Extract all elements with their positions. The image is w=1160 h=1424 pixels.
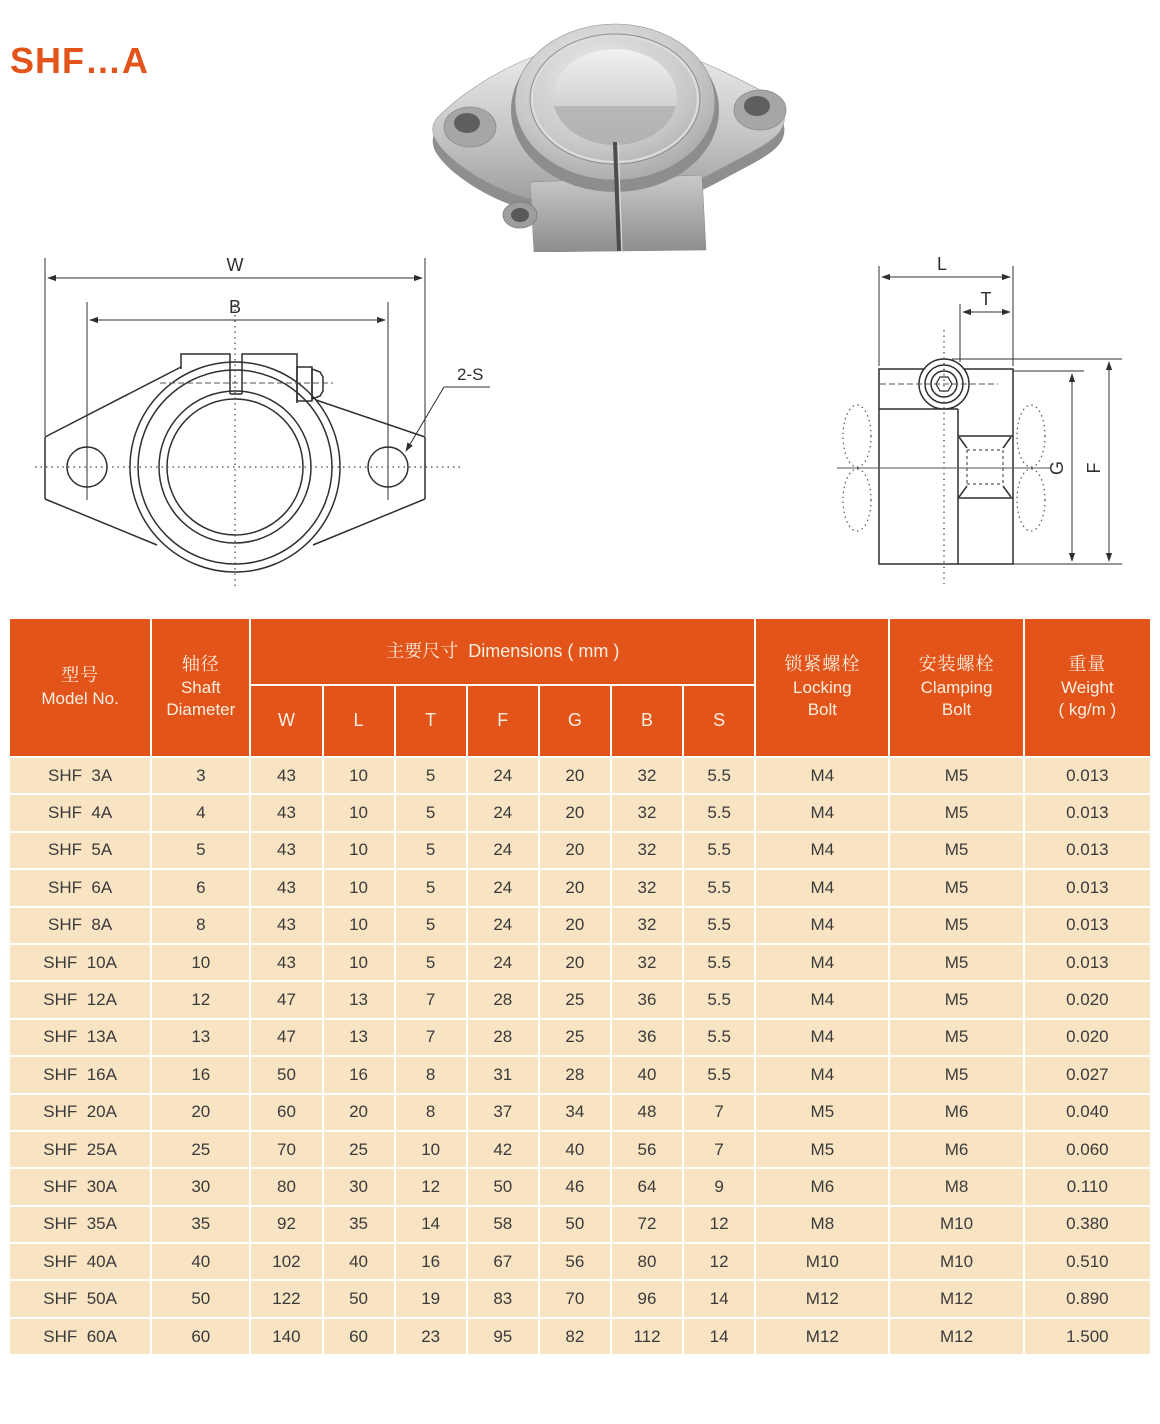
value-cell: M4 — [755, 757, 889, 794]
value-cell: 3 — [151, 757, 250, 794]
value-cell: 5 — [151, 832, 250, 869]
model-cell: SHF 3A — [9, 757, 151, 794]
value-cell: M6 — [755, 1168, 889, 1205]
value-cell: 14 — [395, 1206, 467, 1243]
value-cell: 5.5 — [683, 794, 755, 831]
value-cell: 50 — [250, 1056, 322, 1093]
value-cell: 5 — [395, 832, 467, 869]
value-cell: 8 — [395, 1056, 467, 1093]
value-cell: 5.5 — [683, 907, 755, 944]
value-cell: M5 — [889, 869, 1023, 906]
value-cell: 102 — [250, 1243, 322, 1280]
model-cell: SHF 13A — [9, 1019, 151, 1056]
value-cell: 12 — [395, 1168, 467, 1205]
value-cell: M4 — [755, 907, 889, 944]
model-cell: SHF 35A — [9, 1206, 151, 1243]
model-cell: SHF 40A — [9, 1243, 151, 1280]
col-header-dim-s: S — [683, 685, 755, 757]
value-cell: M5 — [889, 981, 1023, 1018]
value-cell: 43 — [250, 832, 322, 869]
table-row — [9, 1019, 1151, 1056]
value-cell: 0.890 — [1024, 1280, 1151, 1317]
value-cell: 24 — [467, 757, 539, 794]
value-cell: 83 — [467, 1280, 539, 1317]
table-body — [9, 757, 1151, 1355]
value-cell: 56 — [539, 1243, 611, 1280]
value-cell: 5.5 — [683, 757, 755, 794]
value-cell: 12 — [151, 981, 250, 1018]
value-cell: 0.380 — [1024, 1206, 1151, 1243]
value-cell: 0.020 — [1024, 981, 1151, 1018]
model-cell: SHF 25A — [9, 1131, 151, 1168]
shaft-support-part — [433, 24, 786, 252]
value-cell: M5 — [889, 794, 1023, 831]
table-row — [9, 794, 1151, 831]
value-cell: 50 — [323, 1280, 395, 1317]
value-cell: 25 — [151, 1131, 250, 1168]
side-view-drawing — [830, 248, 1160, 592]
value-cell: 50 — [467, 1168, 539, 1205]
value-cell: 6 — [151, 869, 250, 906]
value-cell: M4 — [755, 1056, 889, 1093]
value-cell: 20 — [539, 944, 611, 981]
value-cell: 20 — [539, 907, 611, 944]
value-cell: M5 — [889, 1056, 1023, 1093]
value-cell: 5 — [395, 907, 467, 944]
col-header-dim-g: G — [539, 685, 611, 757]
value-cell: 5.5 — [683, 981, 755, 1018]
col-header-locking-bolt: 锁紧螺栓 Locking Bolt — [755, 618, 889, 757]
value-cell: M4 — [755, 794, 889, 831]
value-cell: 140 — [250, 1318, 322, 1355]
value-cell: 67 — [467, 1243, 539, 1280]
value-cell: 20 — [539, 832, 611, 869]
product-photo — [392, 10, 804, 252]
dim-f-label: F — [1084, 462, 1104, 474]
value-cell: M4 — [755, 869, 889, 906]
value-cell: 0.013 — [1024, 832, 1151, 869]
value-cell: 24 — [467, 907, 539, 944]
table-row — [9, 869, 1151, 906]
value-cell: 80 — [611, 1243, 683, 1280]
value-cell: 47 — [250, 981, 322, 1018]
value-cell: 5.5 — [683, 832, 755, 869]
value-cell: 32 — [611, 757, 683, 794]
value-cell: 24 — [467, 869, 539, 906]
value-cell: 0.013 — [1024, 794, 1151, 831]
value-cell: 28 — [539, 1056, 611, 1093]
value-cell: 7 — [395, 981, 467, 1018]
value-cell: 40 — [611, 1056, 683, 1093]
value-cell: 20 — [539, 794, 611, 831]
model-cell: SHF 10A — [9, 944, 151, 981]
value-cell: 16 — [151, 1056, 250, 1093]
value-cell: 56 — [611, 1131, 683, 1168]
value-cell: 95 — [467, 1318, 539, 1355]
value-cell: 36 — [611, 1019, 683, 1056]
value-cell: 48 — [611, 1094, 683, 1131]
value-cell: 70 — [539, 1280, 611, 1317]
value-cell: 12 — [683, 1206, 755, 1243]
value-cell: 96 — [611, 1280, 683, 1317]
col-header-dimensions-group: 主要尺寸 Dimensions ( mm ) — [250, 618, 755, 685]
value-cell: 70 — [250, 1131, 322, 1168]
value-cell: 20 — [151, 1094, 250, 1131]
col-header-dim-w: W — [250, 685, 322, 757]
value-cell: 0.040 — [1024, 1094, 1151, 1131]
value-cell: 36 — [611, 981, 683, 1018]
value-cell: 40 — [323, 1243, 395, 1280]
table-row — [9, 1094, 1151, 1131]
table-row — [9, 944, 1151, 981]
table-row — [9, 907, 1151, 944]
value-cell: 0.013 — [1024, 944, 1151, 981]
value-cell: M5 — [889, 944, 1023, 981]
model-cell: SHF 5A — [9, 832, 151, 869]
value-cell: 12 — [683, 1243, 755, 1280]
model-cell: SHF 16A — [9, 1056, 151, 1093]
value-cell: 31 — [467, 1056, 539, 1093]
value-cell: M8 — [889, 1168, 1023, 1205]
value-cell: 30 — [151, 1168, 250, 1205]
value-cell: 16 — [395, 1243, 467, 1280]
value-cell: 43 — [250, 907, 322, 944]
value-cell: 58 — [467, 1206, 539, 1243]
value-cell: 10 — [323, 869, 395, 906]
model-cell: SHF 20A — [9, 1094, 151, 1131]
col-header-clamping-bolt: 安装螺栓 Clamping Bolt — [889, 618, 1023, 757]
col-header-dim-l: L — [323, 685, 395, 757]
value-cell: 19 — [395, 1280, 467, 1317]
model-cell: SHF 6A — [9, 869, 151, 906]
value-cell: 0.027 — [1024, 1056, 1151, 1093]
value-cell: 64 — [611, 1168, 683, 1205]
value-cell: 24 — [467, 832, 539, 869]
value-cell: M8 — [755, 1206, 889, 1243]
model-cell: SHF 60A — [9, 1318, 151, 1355]
value-cell: 32 — [611, 794, 683, 831]
value-cell: 13 — [323, 981, 395, 1018]
value-cell: 46 — [539, 1168, 611, 1205]
value-cell: 0.013 — [1024, 869, 1151, 906]
table-row — [9, 1280, 1151, 1317]
table-row — [9, 1131, 1151, 1168]
value-cell: 25 — [539, 1019, 611, 1056]
value-cell: 28 — [467, 981, 539, 1018]
value-cell: 32 — [611, 869, 683, 906]
value-cell: M10 — [889, 1206, 1023, 1243]
value-cell: 92 — [250, 1206, 322, 1243]
dim-g-label: G — [1047, 460, 1067, 476]
value-cell: 60 — [151, 1318, 250, 1355]
value-cell: M12 — [889, 1318, 1023, 1355]
model-cell: SHF 4A — [9, 794, 151, 831]
table-row — [9, 1168, 1151, 1205]
value-cell: 13 — [151, 1019, 250, 1056]
value-cell: M12 — [755, 1280, 889, 1317]
col-header-dim-t: T — [395, 685, 467, 757]
value-cell: 122 — [250, 1280, 322, 1317]
value-cell: 35 — [151, 1206, 250, 1243]
model-cell: SHF 12A — [9, 981, 151, 1018]
value-cell: 0.510 — [1024, 1243, 1151, 1280]
value-cell: 82 — [539, 1318, 611, 1355]
value-cell: 35 — [323, 1206, 395, 1243]
value-cell: 5 — [395, 794, 467, 831]
value-cell: 0.013 — [1024, 907, 1151, 944]
value-cell: 0.060 — [1024, 1131, 1151, 1168]
value-cell: 5 — [395, 944, 467, 981]
value-cell: 5.5 — [683, 944, 755, 981]
value-cell: M4 — [755, 1019, 889, 1056]
value-cell: 72 — [611, 1206, 683, 1243]
model-cell: SHF 30A — [9, 1168, 151, 1205]
value-cell: 60 — [250, 1094, 322, 1131]
value-cell: 25 — [323, 1131, 395, 1168]
dim-w-label: W — [226, 255, 244, 275]
value-cell: 10 — [323, 907, 395, 944]
table-row — [9, 981, 1151, 1018]
value-cell: 24 — [467, 794, 539, 831]
value-cell: 37 — [467, 1094, 539, 1131]
value-cell: 50 — [151, 1280, 250, 1317]
holes-callout: 2-S — [457, 365, 484, 384]
value-cell: M5 — [889, 757, 1023, 794]
col-header-shaft-diameter: 轴径 Shaft Diameter — [151, 618, 250, 757]
value-cell: 112 — [611, 1318, 683, 1355]
page-title: SHF…A — [10, 40, 149, 81]
dim-t-label: T — [980, 289, 992, 309]
value-cell: M5 — [889, 907, 1023, 944]
col-header-dim-f: F — [467, 685, 539, 757]
value-cell: 9 — [683, 1168, 755, 1205]
value-cell: M5 — [889, 1019, 1023, 1056]
value-cell: 8 — [151, 907, 250, 944]
value-cell: M6 — [889, 1131, 1023, 1168]
model-cell: SHF 50A — [9, 1280, 151, 1317]
value-cell: 16 — [323, 1056, 395, 1093]
value-cell: M5 — [755, 1131, 889, 1168]
value-cell: 7 — [683, 1094, 755, 1131]
value-cell: M4 — [755, 832, 889, 869]
value-cell: 43 — [250, 794, 322, 831]
value-cell: 20 — [539, 869, 611, 906]
value-cell: 43 — [250, 944, 322, 981]
value-cell: M10 — [755, 1243, 889, 1280]
value-cell: 0.020 — [1024, 1019, 1151, 1056]
value-cell: 7 — [683, 1131, 755, 1168]
table-row — [9, 1318, 1151, 1355]
value-cell: 80 — [250, 1168, 322, 1205]
value-cell: 42 — [467, 1131, 539, 1168]
value-cell: 13 — [323, 1019, 395, 1056]
value-cell: 5.5 — [683, 1056, 755, 1093]
value-cell: 30 — [323, 1168, 395, 1205]
value-cell: M5 — [755, 1094, 889, 1131]
value-cell: 32 — [611, 907, 683, 944]
value-cell: 0.110 — [1024, 1168, 1151, 1205]
dim-l-label: L — [936, 254, 948, 274]
value-cell: 14 — [683, 1280, 755, 1317]
value-cell: 50 — [539, 1206, 611, 1243]
value-cell: 10 — [323, 794, 395, 831]
value-cell: 34 — [539, 1094, 611, 1131]
value-cell: 5.5 — [683, 869, 755, 906]
value-cell: 25 — [539, 981, 611, 1018]
value-cell: 40 — [151, 1243, 250, 1280]
value-cell: 20 — [539, 757, 611, 794]
value-cell: 7 — [395, 1019, 467, 1056]
value-cell: 47 — [250, 1019, 322, 1056]
value-cell: 24 — [467, 944, 539, 981]
value-cell: 32 — [611, 832, 683, 869]
value-cell: 43 — [250, 757, 322, 794]
value-cell: M10 — [889, 1243, 1023, 1280]
col-header-model: 型号 Model No. — [9, 618, 151, 757]
value-cell: 43 — [250, 869, 322, 906]
value-cell: 40 — [539, 1131, 611, 1168]
value-cell: 10 — [323, 832, 395, 869]
value-cell: 10 — [395, 1131, 467, 1168]
value-cell: 0.013 — [1024, 757, 1151, 794]
table-row — [9, 1206, 1151, 1243]
clamp-right-block — [242, 354, 297, 403]
value-cell: 60 — [323, 1318, 395, 1355]
value-cell: 28 — [467, 1019, 539, 1056]
value-cell: M4 — [755, 944, 889, 981]
table-row — [9, 757, 1151, 794]
value-cell: 14 — [683, 1318, 755, 1355]
model-cell: SHF 8A — [9, 907, 151, 944]
value-cell: 10 — [323, 944, 395, 981]
value-cell: 10 — [323, 757, 395, 794]
value-cell: 4 — [151, 794, 250, 831]
col-header-dim-b: B — [611, 685, 683, 757]
value-cell: 5 — [395, 757, 467, 794]
value-cell: 5 — [395, 869, 467, 906]
value-cell: 5.5 — [683, 1019, 755, 1056]
value-cell: 20 — [323, 1094, 395, 1131]
value-cell: M4 — [755, 981, 889, 1018]
value-cell: M5 — [889, 832, 1023, 869]
front-view-drawing — [20, 246, 490, 598]
col-header-weight: 重量 Weight ( kg/m ) — [1024, 618, 1151, 757]
table-row — [9, 1243, 1151, 1280]
table-row — [9, 832, 1151, 869]
value-cell: M6 — [889, 1094, 1023, 1131]
value-cell: 23 — [395, 1318, 467, 1355]
value-cell: 8 — [395, 1094, 467, 1131]
value-cell: 32 — [611, 944, 683, 981]
spec-table — [8, 617, 1152, 1356]
value-cell: 1.500 — [1024, 1318, 1151, 1355]
value-cell: M12 — [889, 1280, 1023, 1317]
table-row — [9, 1056, 1151, 1093]
dim-b-label: B — [228, 297, 242, 317]
value-cell: 10 — [151, 944, 250, 981]
value-cell: M12 — [755, 1318, 889, 1355]
